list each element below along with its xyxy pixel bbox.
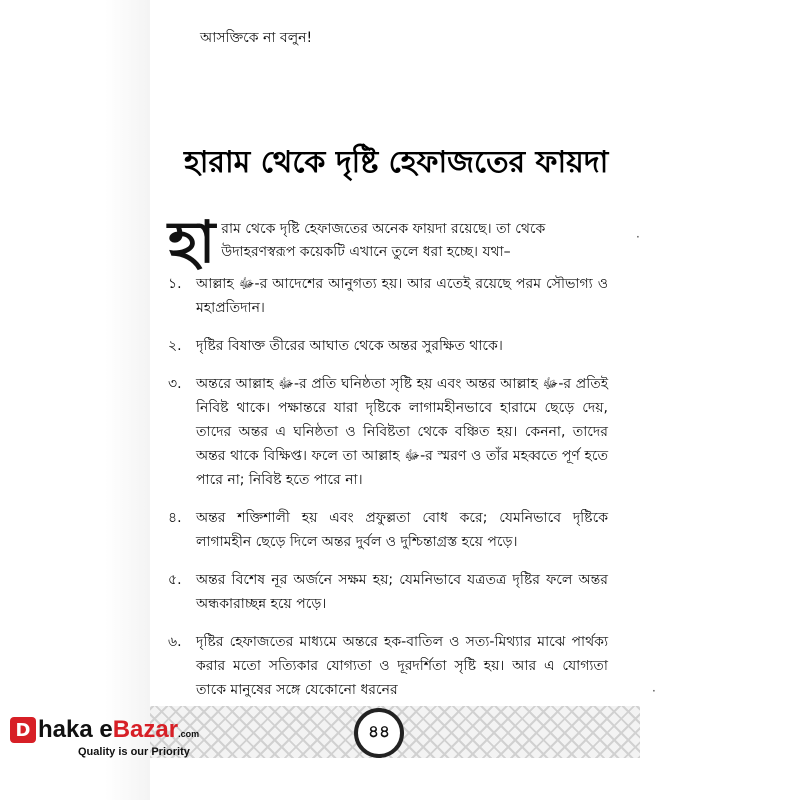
- list-item-number: ১.: [168, 276, 182, 292]
- drop-cap: হা: [168, 208, 216, 276]
- chapter-title: হারাম থেকে দৃষ্টি হেফাজতের ফায়দা: [184, 145, 609, 180]
- brand-watermark: [10, 716, 199, 744]
- benefits-list: [168, 272, 608, 716]
- brand-logo-icon: D: [10, 717, 36, 743]
- list-item-text: দৃষ্টির বিষাক্ত তীরের আঘাত থেকে অন্তর সুরক্ষিত থাকে।: [196, 338, 503, 354]
- list-item: [168, 334, 608, 358]
- list-item: [168, 372, 608, 492]
- intro-paragraph: [168, 208, 590, 276]
- list-item-number: ৪.: [168, 510, 182, 526]
- running-head: আসক্তিকে না বলুন!: [200, 30, 313, 46]
- list-item-text: দৃষ্টির হেফাজতের মাধ্যমে অন্তরে হক-বাতিল ও সত্য-মিথ্যার মাঝে পার্থক্য করার মতো সত্যিকার যোগ্যতা ও দূরদর্শিতা সৃষ্টি হয়। আর এ যোগ্যতা তাকে মানুষের সঙ্গে যেকোনো ধরনের: [196, 634, 608, 698]
- list-item-number: ৬.: [168, 634, 182, 650]
- brand-tagline: Quality is our Priority: [78, 746, 190, 758]
- list-item: [168, 272, 608, 320]
- brand-name: [38, 716, 199, 744]
- page-margin-shadow: [0, 0, 150, 800]
- list-item: [168, 568, 608, 616]
- page-number-badge: [354, 708, 404, 758]
- list-item-number: ২.: [168, 338, 182, 354]
- list-item-text: অন্তর শক্তিশালী হয় এবং প্রফুল্লতা বোধ করে; যেমনিভাবে দৃষ্টিকে লাগামহীন ছেড়ে দিলে অন্তর দুর্বল ও দুশ্চিন্তাগ্রস্ত হয়ে পড়ে।: [196, 510, 608, 550]
- intro-text: রাম থেকে দৃষ্টি হেফাজতের অনেক ফায়দা রয়েছে। তা থেকে উদাহরণস্বরূপ কয়েকটি এখানে তুলে ধরা হচ্ছে। যথা–: [221, 221, 546, 260]
- list-item-text: অন্তরে আল্লাহ ﷻ-র প্রতি ঘনিষ্ঠতা সৃষ্টি হয় এবং অন্তর আল্লাহ ﷻ-র প্রতিই নিবিষ্ট থাকে। পক্ষান্তরে যারা দৃষ্টিকে লাগামহীনভাবে হারামে ছেড়ে দেয়, তাদের অন্তর এ ঘনিষ্ঠতা ও নিবিষ্টতা থেকে বঞ্চিত হয়। কেননা, তাদের অন্তর থাকে বিক্ষিপ্ত। ফলে তা আল্লাহ ﷻ-র স্মরণ ও তাঁর মহব্বতে পূর্ণ হতে পারে না; নিবিষ্ট হতে পারে না।: [196, 376, 608, 488]
- brand-name-part2: Bazar: [112, 716, 179, 743]
- list-item-number: ৫.: [168, 572, 182, 588]
- page-speck: ·: [636, 230, 640, 244]
- brand-suffix: .com: [178, 729, 200, 739]
- list-item: [168, 630, 608, 702]
- list-item-text: অন্তর বিশেষ নূর অর্জনে সক্ষম হয়; যেমনিভাবে যত্রতত্র দৃষ্টির ফলে অন্তর অন্ধকারাচ্ছন্ন হয়ে পড়ে।: [196, 572, 608, 612]
- list-item: [168, 506, 608, 554]
- list-item-number: ৩.: [168, 376, 182, 392]
- page-speck: ·: [652, 684, 656, 698]
- list-item-text: আল্লাহ ﷻ-র আদেশের আনুগত্য হয়। আর এতেই রয়েছে পরম সৌভাগ্য ও মহাপ্রতিদান।: [196, 276, 609, 316]
- brand-name-part1: hakа e: [38, 716, 113, 743]
- page-number: ৪৪: [367, 722, 391, 742]
